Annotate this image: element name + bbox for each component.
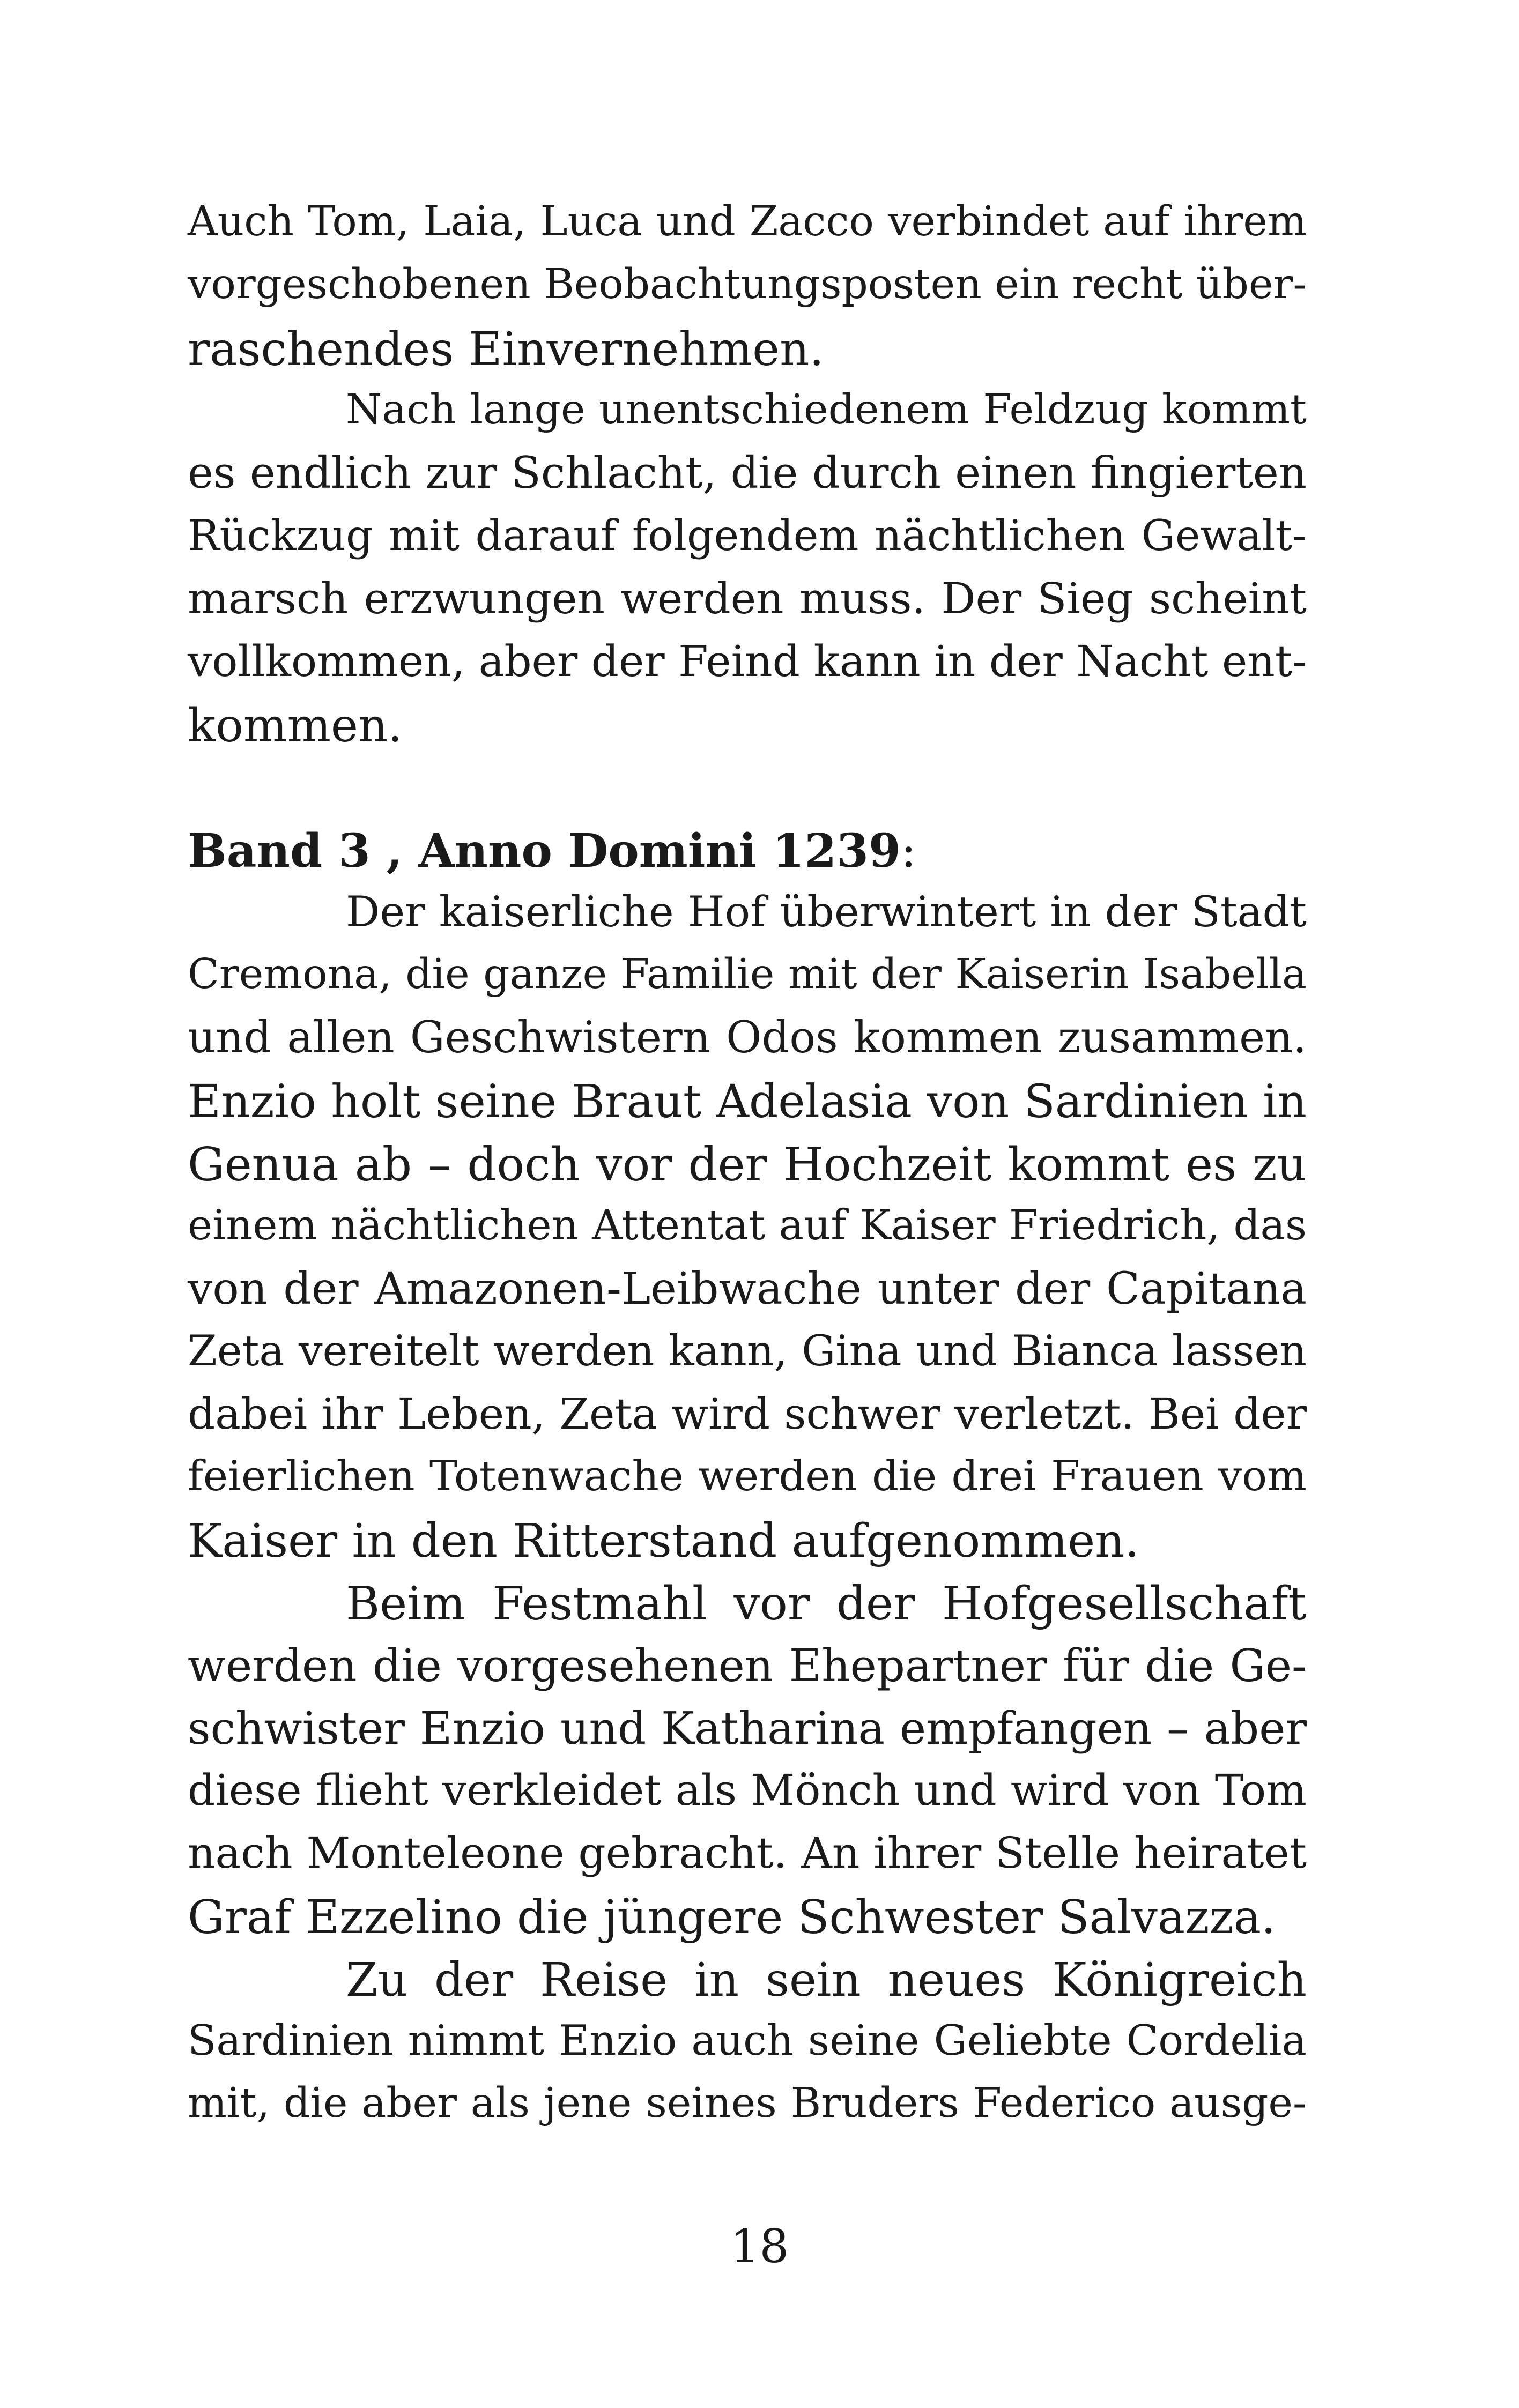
text-line: mit, die aber als jene seines Bruders Federico ausge-: [188, 2079, 1307, 2127]
text-line: raschendes Einvernehmen.: [188, 323, 824, 376]
text-line: Cremona, die ganze Familie mit der Kaiserin Isabella: [188, 950, 1307, 998]
paragraph-start-line: Der kaiserliche Hof überwintert in der Stadt: [346, 887, 1307, 937]
text-line: marsch erzwungen werden muss. Der Sieg scheint: [188, 574, 1307, 623]
text-line: von der Amazonen-Leibwache unter der Capitana: [188, 1264, 1307, 1314]
text-line: schwister Enzio und Katharina empfangen – aber: [188, 1703, 1307, 1755]
text-line: vollkommen, aber der Feind kann in der Nacht ent-: [188, 636, 1307, 686]
text-line: Rückzug mit darauf folgendem nächtlichen Gewalt-: [188, 511, 1307, 560]
text-line: Graf Ezzelino die jüngere Schwester Salvazza.: [188, 1891, 1276, 1944]
text-line: und allen Geschwistern Odos kommen zusammen.: [188, 1013, 1307, 1063]
text-line: Sardinien nimmt Enzio auch seine Geliebte Cordelia: [188, 2017, 1307, 2065]
text-line: nach Monteleone gebracht. An ihrer Stelle heiratet: [188, 1828, 1307, 1878]
text-line: Genua ab – doch vor der Hochzeit kommt es zu: [188, 1138, 1307, 1192]
text-line: einem nächtlichen Attentat auf Kaiser Friedrich, das: [188, 1201, 1307, 1250]
text-line: kommen.: [188, 699, 403, 753]
text-line: dabei ihr Leben, Zeta wird schwer verletzt. Bei der: [188, 1389, 1307, 1439]
text-line: Auch Tom, Laia, Luca und Zacco verbindet auf ihrem: [188, 198, 1307, 246]
text-line: vorgeschobenen Beobachtungsposten ein recht über-: [188, 261, 1307, 308]
section-heading: [188, 824, 1307, 878]
text-line: werden die vorgesehenen Ehepartner für die Ge-: [188, 1640, 1307, 1692]
text-line: es endlich zur Schlacht, die durch einen fingierten: [188, 448, 1307, 499]
text-line: diese flieht verkleidet als Mönch und wird von Tom: [188, 1765, 1307, 1815]
paragraph-start-line: Zu der Reise in sein neues Königreich: [346, 1953, 1307, 2007]
text-line: Zeta vereitelt werden kann, Gina und Bianca lassen: [188, 1326, 1307, 1376]
paragraph-start-line: Beim Festmahl vor der Hofgesellschaft: [346, 1577, 1307, 1631]
text-line: feierlichen Totenwache werden die drei Frauen vom: [188, 1452, 1307, 1500]
paragraph-start-line: Nach lange unentschiedenem Feldzug kommt: [346, 386, 1307, 434]
text-line: Kaiser in den Ritterstand aufgenommen.: [188, 1514, 1139, 1568]
section-heading-colon: :: [900, 824, 916, 878]
text-line: Enzio holt seine Braut Adelasia von Sardinien in: [188, 1075, 1307, 1128]
section-heading-title: Band 3 , Anno Domini 1239: [188, 824, 901, 878]
page-number: 18: [730, 2220, 789, 2273]
